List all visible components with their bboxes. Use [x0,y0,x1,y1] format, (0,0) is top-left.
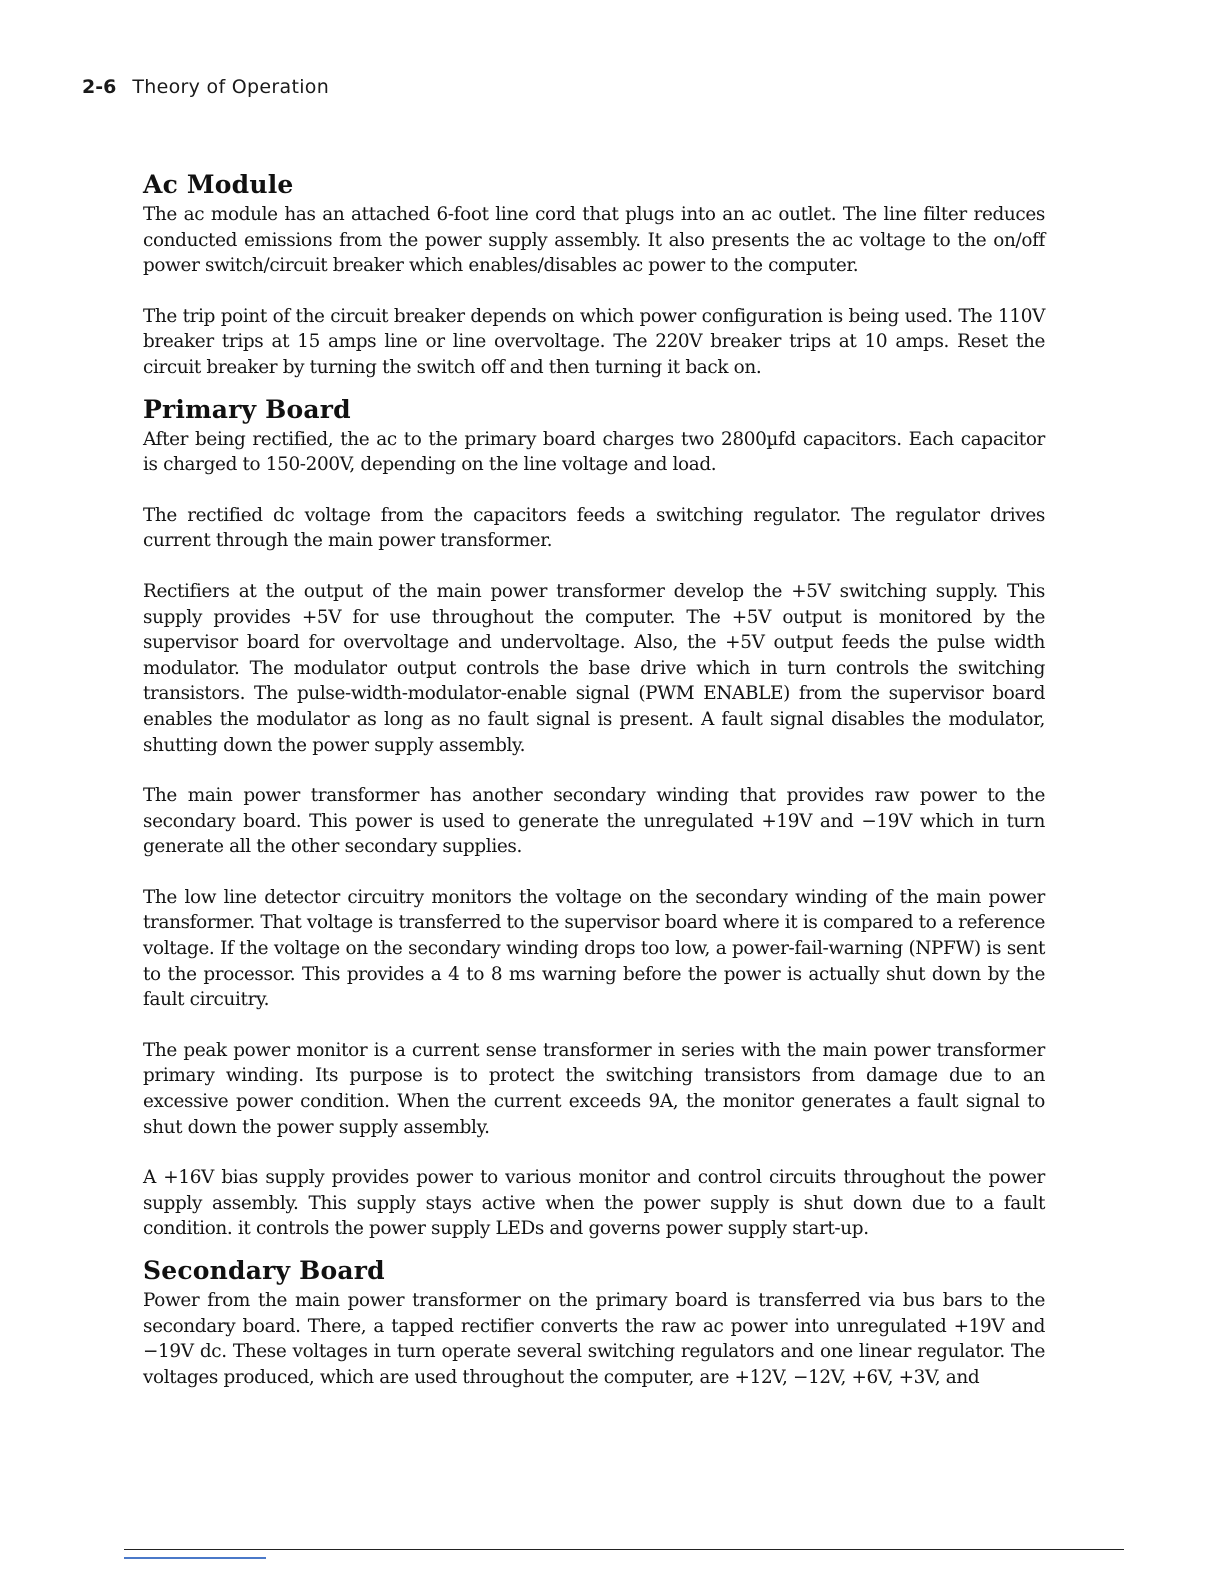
page-number: 2-6 [82,76,117,98]
section-ac-module [143,170,1045,381]
paragraph: Power from the main power transformer on the primary board is transferred via bus bars to the secondary board. There, a tapped rectifier converts the raw ac power into unregulated +19V and −19V dc. These voltages in turn operate several switching regulators and one linear regulator. The voltages produced, which are used throughout the computer, are +12V, −12V, +6V, +3V, and [143,1290,1045,1388]
paragraph: The low line detector circuitry monitors the voltage on the secondary winding of the main power transformer. That voltage is transferred to the supervisor board where it is compared to a reference voltage. If the voltage on the secondary winding drops too low, a power-fail-warning (NPFW) is sent to the processor. This provides a 4 to 8 ms warning before the power is actually shut down by the fault circuitry. [143,886,1045,1011]
paragraph: A +16V bias supply provides power to various monitor and control circuits throughout the power supply assembly. This supply stays active when the power supply is shut down due to a fault condition. it controls the power supply LEDs and governs power supply start-up. [143,1167,1045,1240]
paragraph: The main power transformer has another secondary winding that provides raw power to the secondary board. This power is used to generate the unregulated +19V and −19V which in turn generate all the other secondary supplies. [143,785,1045,858]
page-body [143,170,1045,1415]
section-heading: Secondary Board [143,1256,385,1285]
section-heading: Primary Board [143,394,351,424]
footer-rule [124,1549,1124,1550]
section-primary-board [143,395,1045,1242]
paragraph: The rectified dc voltage from the capacitors feeds a switching regulator. The regulator drives current through the main power transformer. [143,504,1045,552]
paragraph: The trip point of the circuit breaker depends on which power configuration is being used. The 110V breaker trips at 15 amps line or line overvoltage. The 220V breaker trips at 10 amps. Reset the circuit breaker by turning the switch off and then turning it back on. [143,305,1045,378]
section-secondary-board [143,1256,1045,1390]
paragraph: Rectifiers at the output of the main power transformer develop the +5V switching supply. This supply provides +5V for use throughout the computer. The +5V output is monitored by the supervisor board for overvoltage and undervoltage. Also, the +5V output feeds the pulse width modulator. The modulator output controls the base drive which in turn controls the switching transistors. The pulse-width-modulator-enable signal (PWM ENABLE) from the supervisor board enables the modulator as long as no fault signal is present. A fault signal disables the modulator, shutting down the power supply assembly. [143,580,1045,756]
paragraph: After being rectified, the ac to the primary board charges two 2800µfd capacitors. Each capacitor is charged to 150-200V, depending on the line voltage and load. [143,428,1045,476]
section-heading: Ac Module [143,170,294,199]
paragraph: The ac module has an attached 6-foot line cord that plugs into an ac outlet. The line filter reduces conducted emissions from the power supply assembly. It also presents the ac voltage to the on/off power switch/circuit breaker which enables/disables ac power to the computer. [143,204,1045,277]
page-header [82,76,329,98]
footer-accent-line [124,1557,266,1559]
paragraph: The peak power monitor is a current sense transformer in series with the main power transformer primary winding. Its purpose is to protect the switching transistors from damage due to an excessive power condition. When the current exceeds 9A, the monitor generates a fault signal to shut down the power supply assembly. [143,1039,1045,1138]
running-title: Theory of Operation [132,76,330,98]
